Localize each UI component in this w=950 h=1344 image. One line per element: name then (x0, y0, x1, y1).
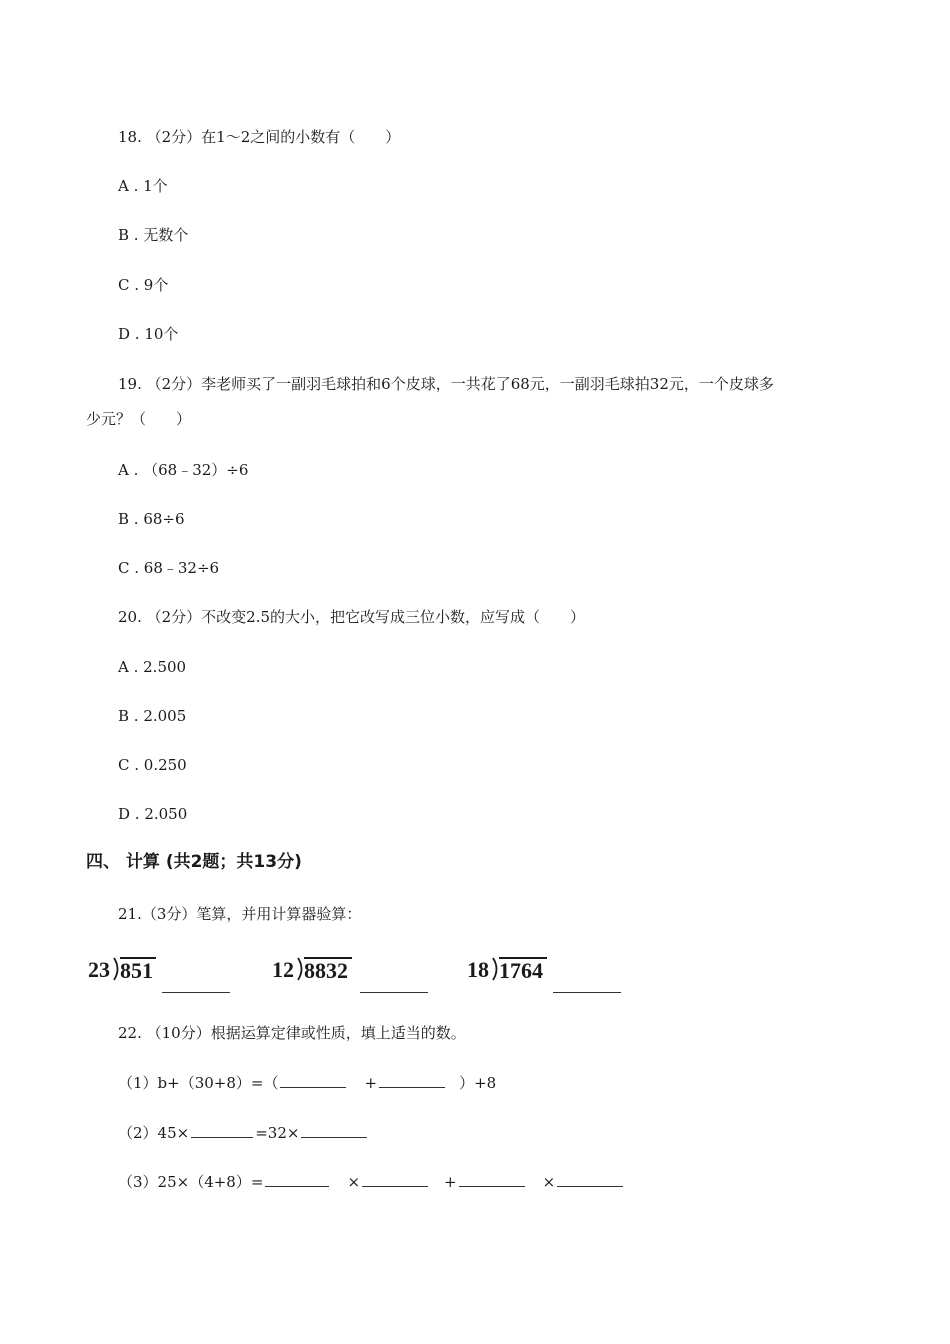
q20-stem: 20. （2分）不改变2.5的大小，把它改写成三位小数，应写成（ ） (118, 608, 586, 626)
division-problem-2 (272, 955, 432, 995)
q22-part-2 (118, 1122, 369, 1143)
answer-blank[interactable] (191, 1122, 253, 1138)
divisor: 12 (272, 957, 294, 982)
divisor: 18 (467, 957, 489, 982)
answer-blank[interactable] (379, 1072, 445, 1088)
q20-option-c: C . 0.250 (118, 756, 187, 774)
dividend: 8832 (304, 957, 352, 983)
q20-option-b: B . 2.005 (118, 707, 187, 725)
answer-blank[interactable] (301, 1122, 367, 1138)
q22-stem: 22. （10分）根据运算定律或性质，填上适当的数。 (118, 1024, 466, 1042)
q22-part-1 (118, 1072, 496, 1093)
q19-option-b: B . 68÷6 (118, 510, 185, 528)
answer-blank[interactable] (557, 1171, 623, 1187)
times-sign: × (347, 1173, 361, 1191)
section-heading: 四、 计算 (共2题；共13分) (86, 852, 302, 872)
plus-sign: + (444, 1173, 457, 1191)
answer-blank[interactable] (360, 991, 428, 993)
q19-stem-line1: 19. （2分）李老师买了一副羽毛球拍和6个皮球，一共花了68元，一副羽毛球拍32元，一个皮球多 (118, 375, 774, 393)
q19-option-c: C . 68﹣32÷6 (118, 559, 220, 577)
division-problem-1 (88, 955, 238, 995)
q18-option-a: A . 1个 (118, 177, 168, 195)
q18-option-d: D . 10个 (118, 325, 179, 343)
answer-blank[interactable] (553, 991, 621, 993)
answer-blank[interactable] (162, 991, 230, 993)
q21-stem: 21.（3分）笔算，并用计算器验算： (118, 905, 362, 923)
answer-blank[interactable] (265, 1171, 329, 1187)
q18-option-b: B . 无数个 (118, 226, 189, 244)
q22-part-1-prefix: （1）b+（30+8）=（ (118, 1074, 279, 1092)
division-problem-3 (467, 955, 627, 995)
dividend: 1764 (499, 957, 547, 983)
dividend: 851 (120, 957, 156, 983)
q22-part-3-prefix: （3）25×（4+8）= (118, 1173, 264, 1191)
q20-option-d: D . 2.050 (118, 805, 188, 823)
q22-part-2-prefix: （2）45× (118, 1124, 190, 1142)
q19-option-a: A . （68﹣32）÷6 (118, 461, 249, 479)
answer-blank[interactable] (459, 1171, 525, 1187)
answer-blank[interactable] (280, 1072, 346, 1088)
plus-sign: + (364, 1074, 378, 1092)
q18-option-c: C . 9个 (118, 276, 169, 294)
times-sign: × (542, 1173, 556, 1191)
q22-part-2-mid: =32× (255, 1124, 300, 1142)
q19-stem-line2: 少元？（ ） (86, 410, 192, 428)
q22-part-1-suffix: ）+8 (459, 1074, 497, 1092)
q20-option-a: A . 2.500 (118, 658, 187, 676)
q18-stem: 18. （2分）在1～2之间的小数有（ ） (118, 128, 401, 146)
divisor: 23 (88, 957, 110, 982)
q22-part-3 (118, 1171, 625, 1192)
answer-blank[interactable] (362, 1171, 428, 1187)
